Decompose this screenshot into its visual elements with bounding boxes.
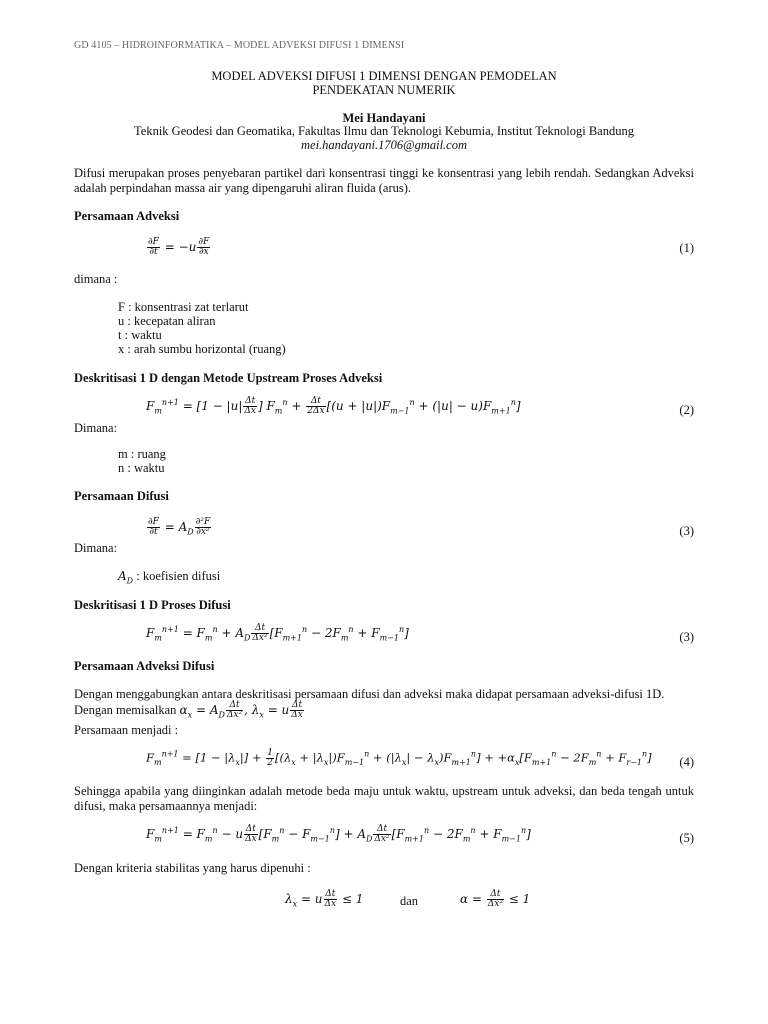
- stability-label: Dengan kriteria stabilitas yang harus dipenuhi :: [74, 861, 311, 875]
- author-name: Mei Handayani: [342, 111, 426, 125]
- author-affiliation: Teknik Geodesi dan Geomatika, Fakultas Ilmu dan Teknologi Kebumia, Institut Teknologi Bandung: [134, 124, 634, 138]
- definition-list-2: [118, 447, 166, 475]
- equation-1: $\frac{\partial F}{\partial t}$ = −u $\frac{\partial F}{\partial x}$: [148, 237, 210, 257]
- title-line-2: PENDEKATAN NUMERIK: [312, 83, 456, 97]
- equation-3b: $F_m^{n+1} = F_m^n + A_D$ $\frac{\Delta t}{\text{Δx²}}$ $[F_{m+1}^n - 2F_m^n + F_{m-1}^n]$: [146, 623, 409, 643]
- running-header: GD 4105 – HIDROINFORMATIKA – MODEL ADVEKSI DIFUSI 1 DIMENSI: [74, 40, 405, 51]
- equation-number-4: (4): [679, 755, 694, 769]
- section-heading-difusi: Persamaan Difusi: [74, 489, 169, 503]
- definition-item: m : ruang: [118, 447, 166, 461]
- and-connector: dan: [400, 894, 419, 908]
- equation-number-5: (5): [679, 831, 694, 845]
- equation-number-3b: (3): [679, 630, 694, 644]
- equation-number-3: (3): [679, 524, 694, 538]
- section-heading-upstream: Deskritisasi 1 D dengan Metode Upstream Proses Adveksi: [74, 371, 383, 385]
- definition-item: x : arah sumbu horizontal (ruang): [118, 342, 286, 356]
- section-heading-adveksi-difusi: Persamaan Adveksi Difusi: [74, 659, 215, 673]
- definition-item: n : waktu: [118, 461, 165, 475]
- definition-item: F : konsentrasi zat terlarut: [118, 300, 249, 314]
- substitution-line: Dengan memisalkan $\alpha_x = A_D$ $\frac{\Delta t}{\text{Δx²}}$ , $\lambda_x = u$ $\frac{\Delta t}{\Delta x}$: [74, 700, 303, 720]
- definition-item: u : kecepatan aliran: [118, 314, 216, 328]
- menjadi-label: Persamaan menjadi :: [74, 723, 179, 737]
- stability-condition-alpha: α = $\frac{\Delta t}{\text{Δx²}}$ ≤ 1: [460, 889, 531, 909]
- author-email: mei.handayani.1706@gmail.com: [301, 138, 467, 152]
- definition-ad: $A_D$ : koefisien difusi: [118, 569, 221, 586]
- equation-4: $F_m^{n+1} = [1 - |\lambda_x|]$ + $\frac{1}{2}$ $[(\lambda_x + |\lambda_x|)F_{m-1}^n + (|\lambda_x| - \lambda_x)F_{m+1}^n] + +\alpha_x[F_{m+1}^n - 2F_m^n + F_{r-1}^n]$: [146, 748, 652, 768]
- equation-3: $\frac{\partial F}{\partial t}$ = $A_D$ $\frac{\text{∂²F}}{\text{∂x²}}$: [148, 517, 211, 537]
- dimana-label-3: Dimana:: [74, 541, 118, 555]
- section-heading-adveksi: Persamaan Adveksi: [74, 209, 180, 223]
- equation-5: $F_m^{n+1} = F_m^n - u$ $\frac{\Delta t}{\Delta x}$ $[F_m^n - F_{m-1}^n] + A_D$ $\frac{\Delta t}{\text{Δx²}}$ $[F_{m+1}^n - 2F_m^n + F_{m-1}^n]$: [146, 824, 531, 844]
- equation-number-1: (1): [679, 241, 694, 255]
- paper-title: [74, 69, 694, 97]
- equation-2: $F_m^{n+1} = [1 - |u|$ $\frac{\Delta t}{\Delta x}$ ] $F_m^n$ + $\frac{\Delta t}{2\Delta x}$ $[(u + |u|)F_{m-1}^n + (|u| - u)F_{m+1}^n]$: [146, 396, 521, 416]
- section-heading-deskritisasi-difusi: Deskritisasi 1 D Proses Difusi: [74, 598, 231, 612]
- definition-item: t : waktu: [118, 328, 162, 342]
- upstream-paragraph: Sehingga apabila yang diinginkan adalah metode beda maju untuk waktu, upstream untuk adveksi, dan beda tengah untuk difusi, maka persamaannya menjadi:: [74, 784, 694, 813]
- stability-condition-lambda: $\lambda_x = u$ $\frac{\Delta t}{\Delta x}$ ≤ 1: [285, 889, 364, 909]
- title-line-1: MODEL ADVEKSI DIFUSI 1 DIMENSI DENGAN PEMODELAN: [211, 69, 557, 83]
- substitution-text: Dengan memisalkan: [74, 703, 177, 717]
- dimana-label-1: dimana :: [74, 272, 118, 286]
- definition-ad-text: : koefisien difusi: [136, 569, 221, 583]
- combine-paragraph: Dengan menggabungkan antara deskritisasi persamaan difusi dan adveksi maka didapat persamaan adveksi-difusi 1D.: [74, 687, 665, 701]
- definition-list-1: [118, 300, 286, 356]
- equation-number-2: (2): [679, 403, 694, 417]
- intro-paragraph: Difusi merupakan proses penyebaran partikel dari konsentrasi tinggi ke konsentrasi yang lebih rendah. Sedangkan Adveksi adalah perpindahan massa air yang dipengaruhi aliran fluida (arus).: [74, 166, 694, 195]
- dimana-label-2: Dimana:: [74, 421, 118, 435]
